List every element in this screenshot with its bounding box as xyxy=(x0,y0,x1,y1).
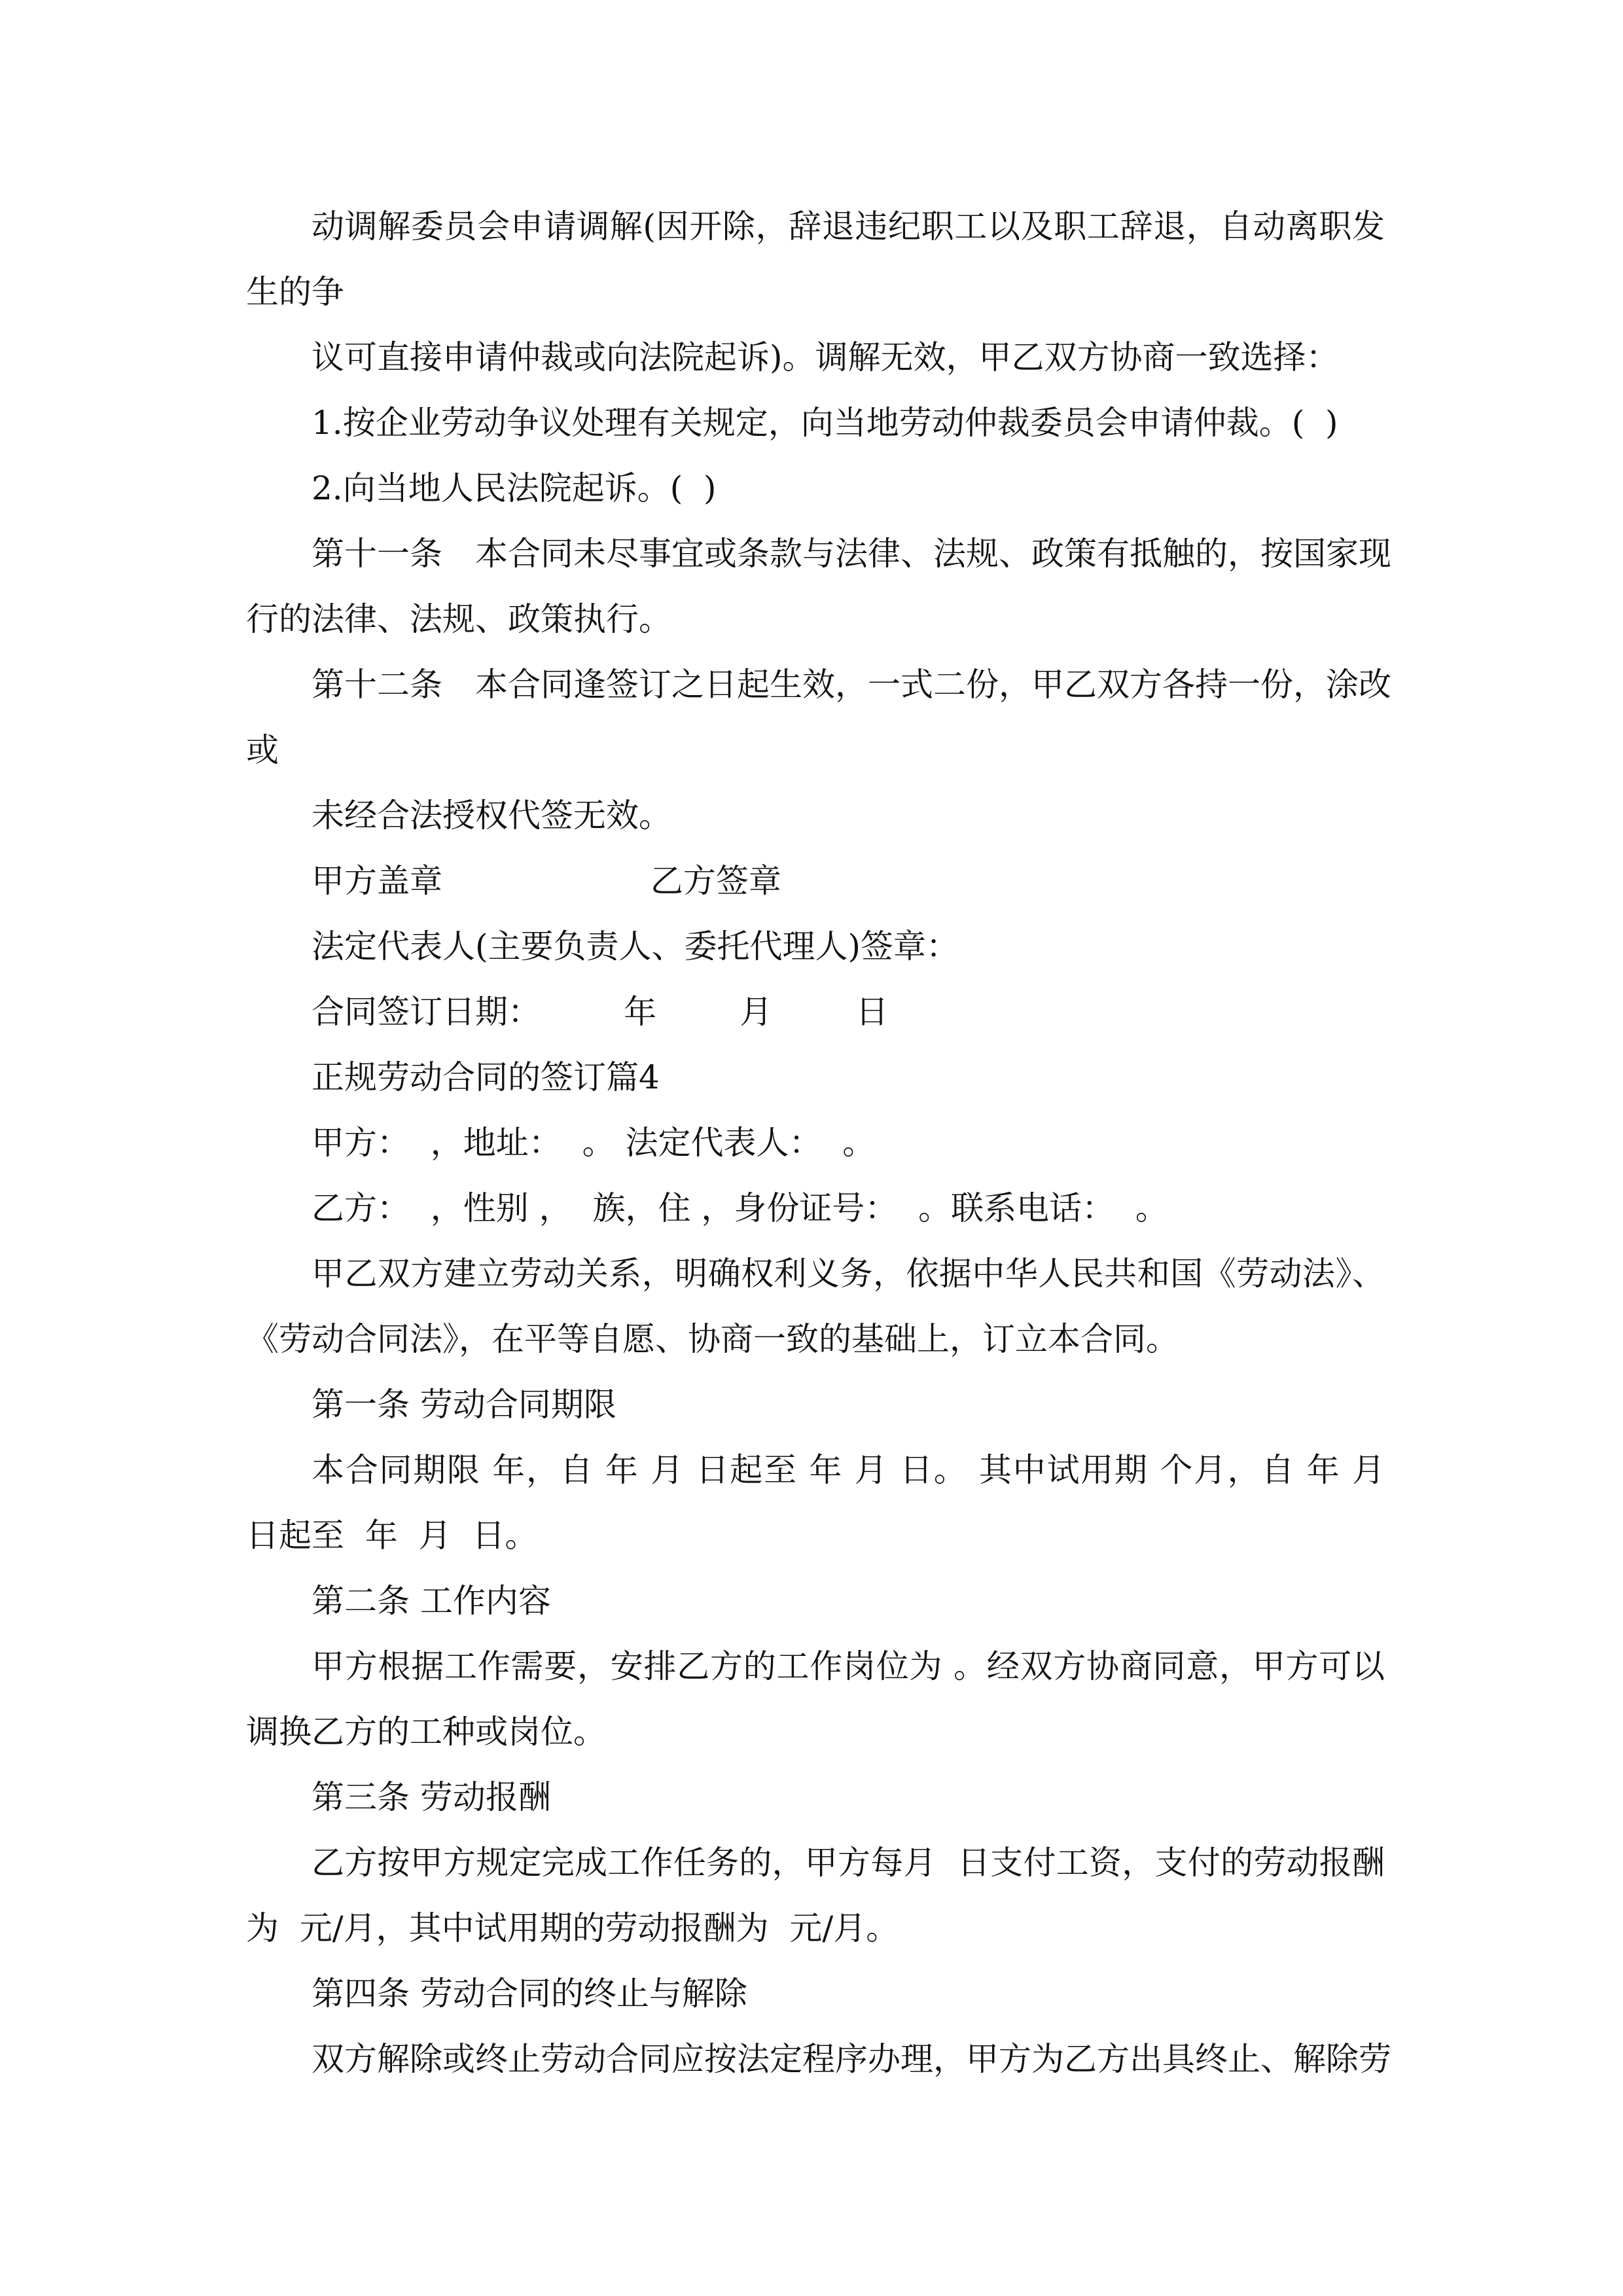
paragraph-line: 乙方按甲方规定完成工作任务的，甲方每月 日支付工资，支付的劳动报酬 xyxy=(312,1844,1385,1882)
paragraph-line: 议可直接申请仲裁或向法院起诉)。调解无效，甲乙双方协商一致选择： xyxy=(312,338,1339,376)
document-body xyxy=(246,194,1391,2092)
paragraph-line: 为 元/月，其中试用期的劳动报酬为 元/月。 xyxy=(246,1909,899,1947)
party-b-line: 乙方： ，性别 ， 族，住 ，身份证号： 。联系电话： 。 xyxy=(312,1189,1168,1227)
paragraph-line: 甲方根据工作需要，安排乙方的工作岗位为 。经双方协商同意，甲方可以 xyxy=(312,1647,1385,1685)
article-11-line: 行的法律、法规、政策执行。 xyxy=(246,600,671,638)
paragraph-line: 甲乙双方建立劳动关系，明确权利义务，依据中华人民共和国《劳动法》、 xyxy=(312,1255,1385,1293)
paragraph-line: 生的争 xyxy=(246,273,344,311)
paragraph-line: 双方解除或终止劳动合同应按法定程序办理，甲方为乙方出具终止、解除劳 xyxy=(312,2040,1391,2078)
paragraph-line: 《劳动合同法》，在平等自愿、协商一致的基础上，订立本合同。 xyxy=(246,1320,1179,1358)
article-12-line: 第十二条 本合同逢签订之日起生效，一式二份，甲乙双方各持一份，涂改 xyxy=(312,666,1391,704)
article-heading: 第四条 劳动合同的终止与解除 xyxy=(312,1975,747,2013)
article-heading: 第三条 劳动报酬 xyxy=(312,1778,551,1816)
paragraph-line: 本合同期限 年，自 年 月 日起至 年 月 日。 其中试用期 个月，自 年 月 xyxy=(312,1451,1385,1489)
paragraph-line: 调换乙方的工种或岗位。 xyxy=(246,1713,606,1751)
paragraph-line: 日起至 年 月 日。 xyxy=(246,1516,538,1554)
article-heading: 第一条 劳动合同期限 xyxy=(312,1386,616,1424)
signing-date-line: 合同签订日期： 年 月 日 xyxy=(312,993,889,1031)
signature-line: 甲方盖章 乙方签章 xyxy=(312,862,781,900)
list-item: 1.按企业劳动争议处理有关规定，向当地劳动仲裁委员会申请仲裁。( ) xyxy=(312,404,1338,442)
signature-line: 法定代表人(主要负责人、委托代理人)签章： xyxy=(312,927,959,965)
article-heading: 第二条 工作内容 xyxy=(312,1582,551,1620)
article-12-line: 或 xyxy=(246,731,279,769)
paragraph-line: 动调解委员会申请调解(因开除，辞退违纪职工以及职工辞退，自动离职发 xyxy=(312,207,1385,245)
article-12-line: 未经合法授权代签无效。 xyxy=(312,797,671,834)
section-title: 正规劳动合同的签订篇4 xyxy=(312,1058,660,1096)
party-a-line: 甲方： ，地址： 。 法定代表人： 。 xyxy=(312,1124,876,1162)
list-item: 2.向当地人民法院起诉。( ) xyxy=(312,469,717,507)
article-11-line: 第十一条 本合同未尽事宜或条款与法律、法规、政策有抵触的，按国家现 xyxy=(312,535,1391,573)
